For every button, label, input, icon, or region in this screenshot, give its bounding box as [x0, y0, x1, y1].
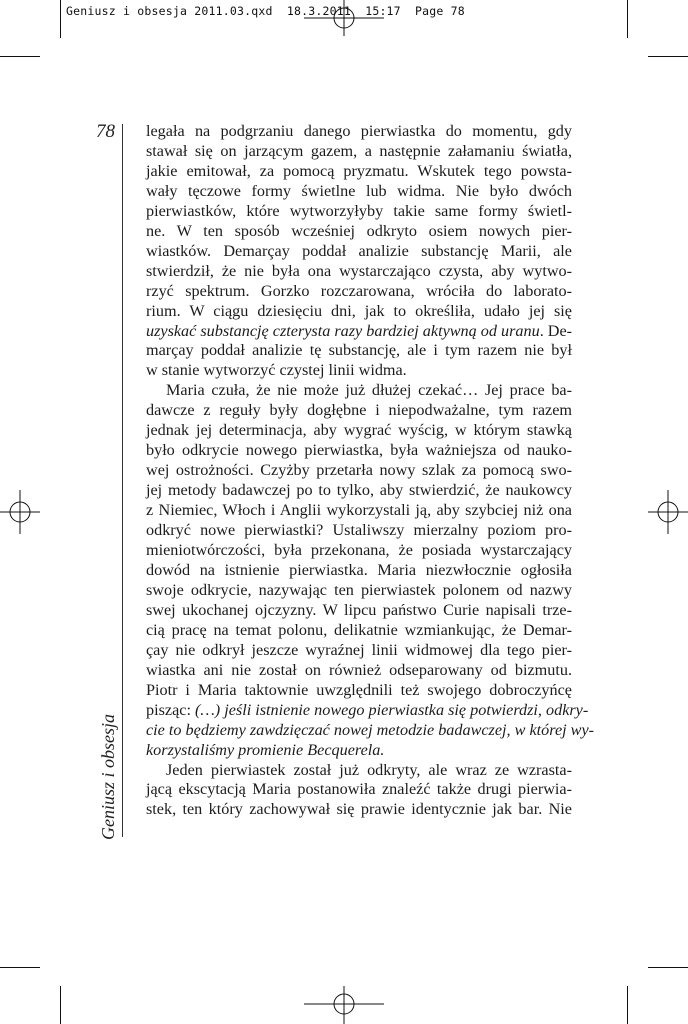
text-line: rzyć spektrum. Gorzko rozczarowana, wróciła do laborato- — [146, 281, 572, 300]
text-line: legała na podgrzaniu danego pierwiastka do momentu, gdy — [146, 122, 572, 140]
italic-quote: (…) jeśli istnienie nowego pierwiastka się potwierdzi, odkry- — [195, 700, 589, 719]
text-fragment: pisząc: — [146, 700, 195, 719]
text-line: mieniotwórczości, była przekonana, że posiada wystarczający — [146, 541, 572, 560]
crop-mark-bottom-right-v — [627, 986, 628, 1024]
text-line: jakie emitował, za pomocą pryzmatu. Wskutek tego powsta- — [146, 161, 572, 180]
text-line: stwierdził, że nie była ona wystarczająco czysta, aby wytwo- — [146, 261, 572, 280]
text-line: stek, ten który zachowywał się prawie identycznie jak bar. Nie — [146, 800, 572, 819]
text-line: Piotr i Maria taktownie uwzględnili też swojego dobroczyńcę — [146, 680, 572, 699]
registration-mark-bottom-icon — [304, 986, 384, 1024]
running-head: Geniusz i obsesja — [98, 714, 118, 840]
crop-mark-top-left-h — [0, 56, 40, 57]
crop-mark-bottom-right-h — [648, 967, 688, 968]
text-line: swoje odkrycie, nazywając ten pierwiastek polonem od nazwy — [146, 580, 572, 599]
text-line: jednak jej determinacja, aby wygrać wyścig, w którym stawką — [146, 421, 572, 440]
text-line: Jeden pierwiastek został już odkryty, ale wraz ze wzrasta- — [166, 760, 572, 779]
crop-mark-bottom-left-v — [60, 986, 61, 1024]
text-line: wiastka ani nie został on również odseparowany od bizmutu. — [146, 660, 572, 679]
text-line: jącą ekscytacją Maria postanowiła znaleźć także drugi pierwia- — [146, 780, 572, 799]
text-line: z Niemiec, Włoch i Anglii wykorzystali ją, aby szybciej niż ona — [146, 501, 572, 520]
text-line: swej ukochanej ojczyzny. W lipcu państwo Curie napisali trze- — [146, 600, 572, 619]
text-line: odkryć nowe pierwiastki? Ustaliwszy mierzalny poziom pro- — [146, 521, 572, 540]
text-line: cią pracę na temat polonu, delikatnie wzmiankując, że Demar- — [146, 620, 572, 639]
text-line: dowód na istnienie pierwiastka. Maria niezwłocznie ogłosiła — [146, 560, 572, 579]
text-fragment: . De- — [539, 321, 573, 340]
text-line: było odkrycie nowego pierwiastka, była ważniejsza od nauko- — [146, 441, 572, 460]
text-line: wały tęczowe formy świetlne lub widma. Nie było dwóch — [146, 181, 572, 200]
crop-mark-top-right-h — [648, 56, 688, 57]
text-line: stawał się on jarzącym gazem, a następnie załamaniu światła, — [146, 141, 572, 160]
page-number: 78 — [96, 121, 115, 142]
body-text — [146, 122, 595, 820]
text-line-mixed — [146, 700, 589, 721]
crop-mark-top-left-v — [60, 0, 61, 38]
italic-quote-line: cie to będziemy zawdzięczać nowej metodzie badawczej, w której wy- — [146, 720, 595, 739]
text-line: Maria czuła, że nie może już dłużej czekać… Jej prace ba- — [166, 381, 572, 400]
margin-rule — [122, 124, 123, 837]
registration-mark-left-icon — [0, 490, 40, 534]
text-line: dawcze z reguły były dogłębne i niepodważalne, tym razem — [146, 401, 572, 420]
text-line: wiastków. Demarçay poddał analizie substancję Marii, ale — [146, 241, 572, 260]
registration-mark-right-icon — [648, 490, 688, 534]
crop-mark-top-right-v — [627, 0, 628, 38]
text-line: rium. W ciągu dziesięciu dni, jak to określiła, udało jej się — [146, 301, 572, 320]
text-line: marçay poddał analizie tę substancję, ale i tym razem nie był — [146, 341, 572, 360]
print-slug-line: Geniusz i obsesja 2011.03.qxd 18.3.2011 15:17 Page 78 — [66, 4, 465, 18]
text-line: çay nie odkrył jeszcze wyraźnej linii widmowej dla tego pier- — [146, 640, 572, 659]
italic-quote: uzyskać substancję czterysta razy bardziej aktywną od uranu — [146, 321, 540, 340]
text-line: jej metody badawczej po to tylko, aby stwierdzić, że naukowcy — [146, 481, 572, 500]
text-line-mixed — [146, 322, 572, 342]
text-line: ne. W ten sposób wcześniej odkryto osiem nowych pier- — [146, 221, 572, 240]
italic-quote-line: korzystaliśmy promienie Becquerela. — [146, 740, 385, 759]
text-line: w stanie wytworzyć czystej linii widma. — [146, 361, 407, 380]
text-line: pierwiastków, które wytworzyłyby takie same formy świetl- — [146, 201, 572, 220]
registration-mark-top-icon — [304, 0, 384, 36]
text-line: wej ostrożności. Czyżby przetarła nowy szlak za pomocą swo- — [146, 461, 572, 480]
crop-mark-bottom-left-h — [0, 967, 40, 968]
